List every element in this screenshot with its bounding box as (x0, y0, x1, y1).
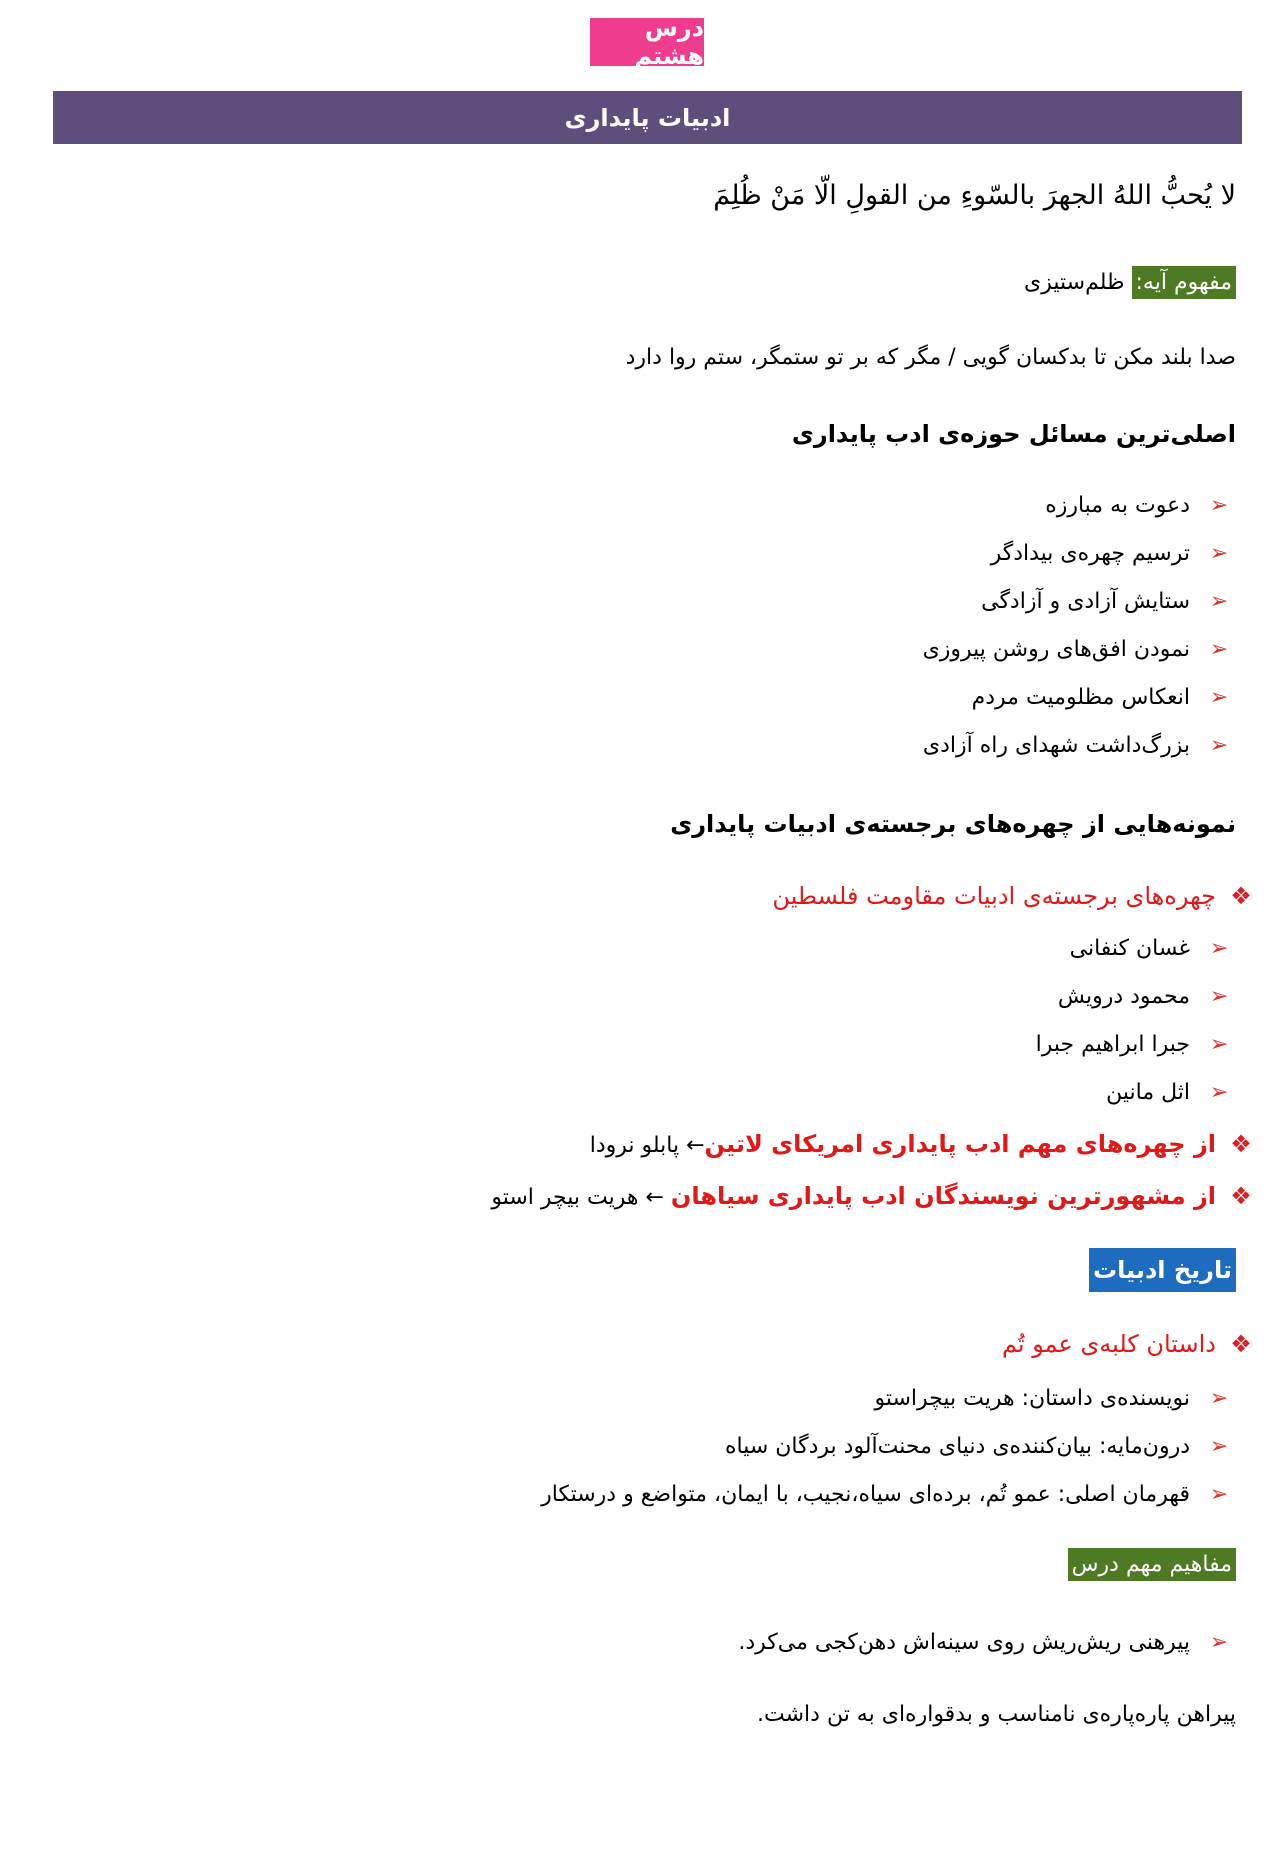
arrow-bullet-icon: ➢ (1209, 541, 1229, 566)
list-item (1070, 936, 1236, 961)
latin-america-line (590, 1130, 1256, 1158)
list-item (541, 1482, 1236, 1507)
list-item-text: نویسنده‌ی داستان: هریت بیچراستو (874, 1386, 1190, 1411)
diamond-bullet-icon: ❖ (1230, 1330, 1252, 1358)
concept-text: ظلم‌ستیزی (1024, 270, 1132, 295)
lesson-title: ادبیات پایداری (564, 103, 731, 132)
list-item (1045, 493, 1236, 518)
story-heading-text: داستان کلبه‌ی عمو تُم (1001, 1330, 1216, 1358)
arrow-bullet-icon: ➢ (1209, 493, 1229, 518)
arrow-bullet-icon: ➢ (1209, 1032, 1229, 1057)
verse-concept (1024, 266, 1236, 299)
list-item-text: غسان کنفانی (1069, 936, 1190, 961)
list-item-text: قهرمان اصلی: عمو تُم، برده‌ای سیاه،نجیب، با ایمان، متواضع و درستکار (541, 1482, 1190, 1507)
poem-line: صدا بلند مکن تا بدکسان گویی / مگر که بر تو ستمگر، ستم روا دارد (625, 345, 1236, 370)
list-item-text: دعوت به مبارزه (1045, 493, 1190, 518)
list-item-text: جبرا ابراهیم جبرا (1035, 1032, 1190, 1057)
list-item (923, 637, 1236, 662)
list-item (725, 1434, 1236, 1459)
black-writers-line (491, 1182, 1256, 1210)
concept-explanation: پیراهن پاره‌پاره‌ی نامناسب و بدقواره‌ای به تن داشت. (757, 1702, 1236, 1727)
list-item-text: نمودن افق‌های روشن پیروزی (922, 637, 1190, 662)
palestine-heading (772, 882, 1256, 910)
arrow-bullet-icon: ➢ (1209, 1080, 1229, 1105)
arrow-bullet-icon: ➢ (1209, 589, 1229, 614)
list-item (738, 1630, 1236, 1655)
diamond-bullet-icon: ❖ (1230, 882, 1252, 910)
lesson-concepts-tag: مفاهیم مهم درس (1068, 1548, 1236, 1581)
story-heading (1002, 1330, 1256, 1358)
arrow-bullet-icon: ➢ (1209, 1386, 1229, 1411)
arrow-bullet-icon: ➢ (1209, 984, 1229, 1009)
list-item (1106, 1080, 1236, 1105)
list-item (972, 685, 1236, 710)
literary-history-section (1089, 1248, 1236, 1292)
list-item-text: پیرهنی ریش‌ریش روی سینه‌اش دهن‌کجی می‌کرد. (738, 1630, 1190, 1655)
arrow-bullet-icon: ➢ (1209, 1482, 1229, 1507)
arrow-bullet-icon: ➢ (1209, 733, 1229, 758)
list-item (1058, 984, 1236, 1009)
arrow-bullet-icon: ➢ (1209, 685, 1229, 710)
latin-america-label: از چهره‌های مهم ادب پایداری امریکای لاتین (704, 1130, 1216, 1158)
arrow-bullet-icon: ➢ (1209, 637, 1229, 662)
list-item-text: ترسیم چهره‌ی بیدادگر (990, 541, 1190, 566)
concept-label: مفهوم آیه: (1132, 266, 1236, 299)
list-item-text: محمود درویش (1057, 984, 1190, 1009)
lesson-number-badge: درس هشتم (590, 18, 704, 66)
list-item-text: انعکاس مظلومیت مردم (971, 685, 1190, 710)
black-writers-value: ← هریت بیچر استو (491, 1185, 671, 1210)
palestine-heading-text: چهره‌های برجسته‌ی ادبیات مقاومت فلسطین (772, 882, 1216, 910)
arrow-bullet-icon: ➢ (1209, 936, 1229, 961)
list-item-text: اثل مانین (1106, 1080, 1190, 1105)
figures-heading: نمونه‌هایی از چهره‌های برجسته‌ی ادبیات پایداری (670, 810, 1236, 838)
list-item (1036, 1032, 1236, 1057)
issues-heading: اصلی‌ترین مسائل حوزه‌ی ادب پایداری (791, 420, 1236, 448)
list-item (981, 589, 1236, 614)
list-item-text: ستایش آزادی و آزادگی (981, 589, 1190, 614)
lesson-concepts-section (1068, 1548, 1236, 1581)
literary-history-tag: تاریخ ادبیات (1089, 1248, 1236, 1292)
list-item (991, 541, 1236, 566)
list-item-text: بزرگ‌داشت شهدای راه آزادی (922, 733, 1190, 758)
arrow-bullet-icon: ➢ (1209, 1434, 1229, 1459)
list-item (874, 1386, 1236, 1411)
diamond-bullet-icon: ❖ (1230, 1182, 1252, 1210)
latin-america-value: ← پابلو نرودا (589, 1133, 705, 1158)
list-item (923, 733, 1236, 758)
black-writers-label: از مشهورترین نویسندگان ادب پایداری سیاهان (670, 1182, 1216, 1210)
list-item-text: درون‌مایه: بیان‌کننده‌ی دنیای محنت‌آلود بردگان سیاه (724, 1434, 1190, 1459)
diamond-bullet-icon: ❖ (1230, 1130, 1252, 1158)
lesson-title-bar (53, 91, 1242, 144)
quran-verse: لا یُحبُّ اللهُ الجهرَ بالسّوءِ من القولِ الّا مَنْ ظُلِمَ (713, 180, 1236, 211)
arrow-bullet-icon: ➢ (1209, 1630, 1229, 1655)
